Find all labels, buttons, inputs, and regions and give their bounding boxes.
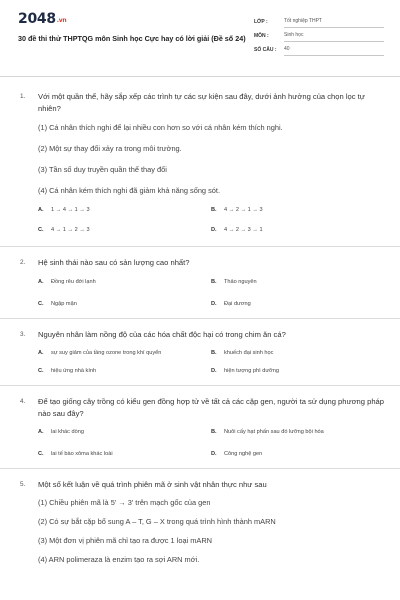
document-title: 30 đề thi thử THPTQG môn Sinh học Cực hay có lời giải (Đề số 24) [18, 34, 246, 43]
question-4 [0, 386, 400, 468]
question-5 [0, 469, 400, 565]
statement: (1) Cá nhân thích nghi để lại nhiều con hơn so với cá nhân kém thích nghi. [38, 123, 283, 132]
statement: (2) Có sự bắt cặp bổ sung A – T, G – X trong quá trình hình thành mARN [38, 517, 276, 526]
option-d[interactable]: D. Đại dương [211, 301, 251, 307]
question-text: Hệ sinh thái nào sau có sản lượng cao nhất? [38, 258, 190, 267]
question-1 [0, 77, 400, 246]
option-d[interactable]: D. 4 → 2 → 3 → 1 [211, 227, 263, 233]
statement: (3) Một đơn vị phiên mã chỉ tạo ra được 1 loại mARN [38, 536, 213, 545]
statement: (4) Cá nhân kém thích nghi đã giảm khả năng sống sót. [38, 186, 221, 195]
answer-options [38, 206, 384, 234]
answer-options [38, 349, 384, 375]
statement: (3) Tần số duy truyền quần thể thay đổi [38, 165, 167, 174]
question-number: 1. [20, 93, 26, 100]
question-text: Một số kết luận về quá trình phiên mã ở sinh vật nhân thực như sau [38, 480, 267, 489]
option-d[interactable]: D. hiện tượng phì dưỡng [211, 368, 279, 374]
question-2 [0, 247, 400, 318]
option-a[interactable]: A. sự suy giảm của tầng ozone trong khí quyển [38, 350, 162, 356]
question-number: 2. [20, 259, 26, 266]
answer-options [38, 278, 384, 308]
option-a[interactable]: A. 1 → 4 → 1 → 3 [38, 207, 90, 213]
option-b[interactable]: B. Nuôi cấy hạt phấn sau đó lưỡng bội hóa [211, 429, 324, 435]
answer-options [38, 428, 384, 458]
document-meta [246, 10, 384, 68]
meta-question-count: SỐ CÂU : 40 [254, 42, 384, 56]
question-text: Với một quần thể, hãy sắp xếp các trình tự các sự kiện sau đây, dưới ảnh hưởng của chọn lọc tự nhiên? [38, 92, 365, 113]
option-b[interactable]: B. 4 → 2 → 1 → 3 [211, 207, 263, 213]
option-d[interactable]: D. Công nghệ gen [211, 451, 263, 457]
question-3 [0, 319, 400, 385]
question-text: Nguyên nhân làm nồng độ của các hóa chất độc hại có trong chim ăn cá? [38, 330, 286, 339]
option-b[interactable]: B. khuếch đại sinh học [211, 350, 274, 356]
option-c[interactable]: C. hiệu ứng nhà kính [38, 368, 97, 374]
document-header [0, 0, 400, 68]
question-text: Để tạo giống cây trồng có kiểu gen đồng hợp tử về tất cả các cặp gen, người ta sử dụng phương pháp nào sau đây? [38, 397, 384, 418]
option-c[interactable]: C. 4 → 1 → 2 → 3 [38, 227, 90, 233]
question-number: 5. [20, 481, 26, 488]
question-number: 4. [20, 398, 26, 405]
option-b[interactable]: B. Thảo nguyên [211, 279, 257, 285]
option-a[interactable]: A. lai khác dòng [38, 429, 84, 435]
option-a[interactable]: A. Đồng rêu đới lạnh [38, 279, 96, 285]
meta-subject: MÔN : Sinh học [254, 28, 384, 42]
statement: (4) ARN polimeraza là enzim tạo ra sợi ARN mới. [38, 555, 200, 564]
logo-tld: .vn [56, 17, 67, 24]
statement: (1) Chiều phiên mã là 5' → 3' trên mạch gốc của gen [38, 498, 211, 507]
option-c[interactable]: C. lai tế bào xôma khác loài [38, 451, 113, 457]
question-number: 3. [20, 331, 26, 338]
meta-class: LỚP : Tốt nghiệp THPT [254, 14, 384, 28]
option-c[interactable]: C. Ngập mặn [38, 301, 77, 307]
site-logo[interactable]: 2048.vn [18, 11, 67, 27]
statement: (2) Một sự thay đổi xảy ra trong môi trường. [38, 144, 182, 153]
